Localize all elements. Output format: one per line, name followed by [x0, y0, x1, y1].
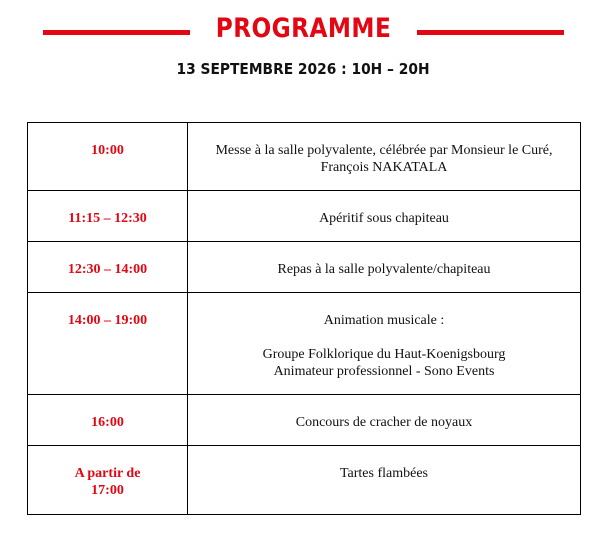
activity-cell: Messe à la salle polyvalente, célébrée par Monsieur le Curé, François NAKATALA [188, 123, 581, 191]
activity-cell: Concours de cracher de noyaux [188, 395, 581, 446]
time-cell: A partir de 17:00 [28, 446, 188, 515]
title-rule-left [43, 30, 190, 35]
table-row [28, 293, 581, 395]
time-cell: 14:00 – 19:00 [28, 293, 188, 395]
programme-header [0, 0, 606, 100]
activity-detail: Animateur professionnel - Sono Events [273, 364, 495, 379]
table-row [28, 123, 581, 191]
title-rule-right [417, 30, 564, 35]
activity-cell [188, 293, 581, 395]
table-row [28, 191, 581, 242]
schedule-table [27, 122, 581, 515]
activity-detail: Groupe Folklorique du Haut-Koenigsbourg [262, 347, 506, 362]
time-cell: 12:30 – 14:00 [28, 242, 188, 293]
activity-heading: Animation musicale : [323, 313, 445, 328]
page-title: PROGRAMME [215, 13, 392, 44]
table-row [28, 242, 581, 293]
activity-cell: Tartes flambées [188, 446, 581, 515]
event-date: 13 SEPTEMBRE 2026 : 10H – 20H [176, 60, 430, 78]
table-row [28, 446, 581, 515]
activity-cell: Apéritif sous chapiteau [188, 191, 581, 242]
time-cell: 16:00 [28, 395, 188, 446]
table-row [28, 395, 581, 446]
activity-cell: Repas à la salle polyvalente/chapiteau [188, 242, 581, 293]
time-cell: 10:00 [28, 123, 188, 191]
time-cell: 11:15 – 12:30 [28, 191, 188, 242]
